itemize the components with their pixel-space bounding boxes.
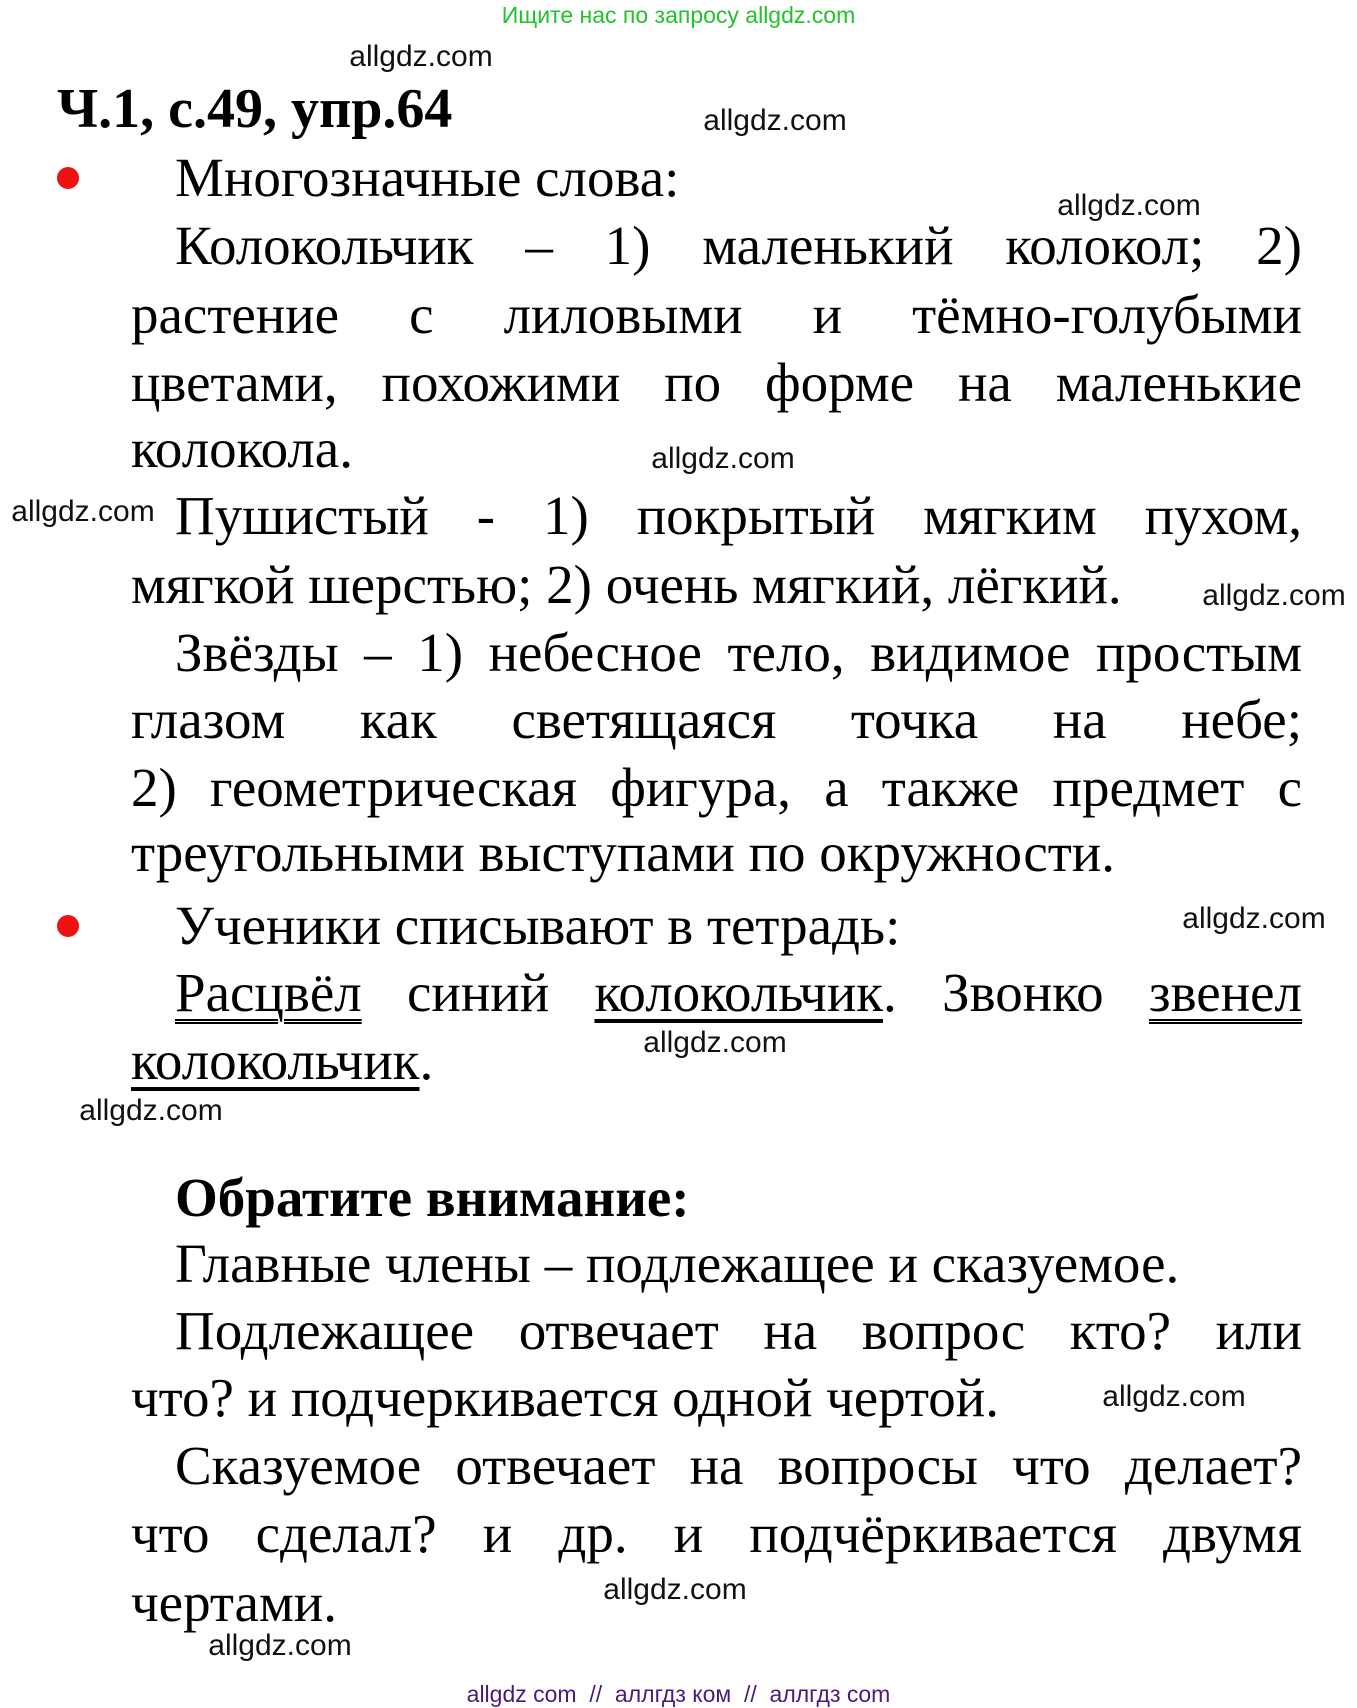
predicate-word: Расцвёл (175, 962, 362, 1023)
text-line: треугольными выступами по окружности. (131, 822, 1115, 883)
section-heading: Многозначные слова: (175, 147, 680, 208)
text-line: Главные члены – подлежащее и сказуемое. (175, 1233, 1180, 1294)
text-line: мягкой шерстью; 2) очень мягкий, лёгкий. (131, 554, 1122, 615)
subject-word: колокольчик (594, 962, 883, 1023)
text-line: глазом как светящаяся точка на небе; (131, 689, 1302, 750)
watermark: allgdz.com (1182, 902, 1326, 935)
sentence-text: . Звонко (883, 962, 1149, 1023)
text-line: Звёзды – 1) небесное тело, видимое простым (175, 622, 1302, 683)
predicate-word: звенел (1148, 962, 1302, 1023)
text-line: растение с лиловыми и тёмно-голубыми (131, 284, 1302, 345)
text-line: цветами, похожими по форме на маленькие (131, 352, 1302, 413)
watermark: allgdz.com (651, 442, 795, 475)
bullet-icon (57, 167, 79, 189)
example-sentence-line (175, 959, 1302, 1027)
watermark: allgdz.com (603, 1573, 747, 1606)
watermark: allgdz.com (79, 1094, 223, 1127)
text-line: что сделал? и др. и подчёркивается двумя (131, 1503, 1302, 1564)
footer-links: allgdz com // аллгдз ком // аллгдз com (466, 1681, 891, 1707)
text-line: колокола. (131, 418, 353, 479)
subject-word: колокольчик (131, 1030, 420, 1091)
watermark: allgdz.com (208, 1629, 352, 1662)
section-heading: Ученики списывают в тетрадь: (175, 895, 901, 956)
watermark: allgdz.com (1057, 189, 1201, 222)
watermark: allgdz.com (1202, 579, 1346, 612)
sentence-text: . (419, 1030, 434, 1091)
header-banner: Ищите нас по запросу allgdz.com (501, 2, 856, 28)
text-line: Пушистый - 1) покрытый мягким пухом, (175, 485, 1302, 546)
text-line: чертами. (131, 1572, 337, 1633)
example-sentence-line (131, 1027, 433, 1095)
note-heading: Обратите внимание: (175, 1167, 690, 1228)
watermark: allgdz.com (11, 495, 155, 528)
sentence-text: синий (361, 962, 595, 1023)
text-line: 2) геометрическая фигура, а также предмет с (131, 757, 1302, 818)
watermark: allgdz.com (349, 40, 493, 73)
text-line: Колокольчик – 1) маленький колокол; 2) (175, 215, 1302, 276)
page-title: Ч.1, с.49, упр.64 (57, 78, 453, 140)
watermark: allgdz.com (643, 1026, 787, 1059)
watermark: allgdz.com (703, 104, 847, 137)
bullet-icon (57, 915, 79, 937)
watermark: allgdz.com (1102, 1380, 1246, 1413)
text-line: что? и подчеркивается одной чертой. (131, 1367, 999, 1428)
text-line: Подлежащее отвечает на вопрос кто? или (175, 1300, 1302, 1361)
text-line: Сказуемое отвечает на вопросы что делает? (175, 1435, 1302, 1496)
